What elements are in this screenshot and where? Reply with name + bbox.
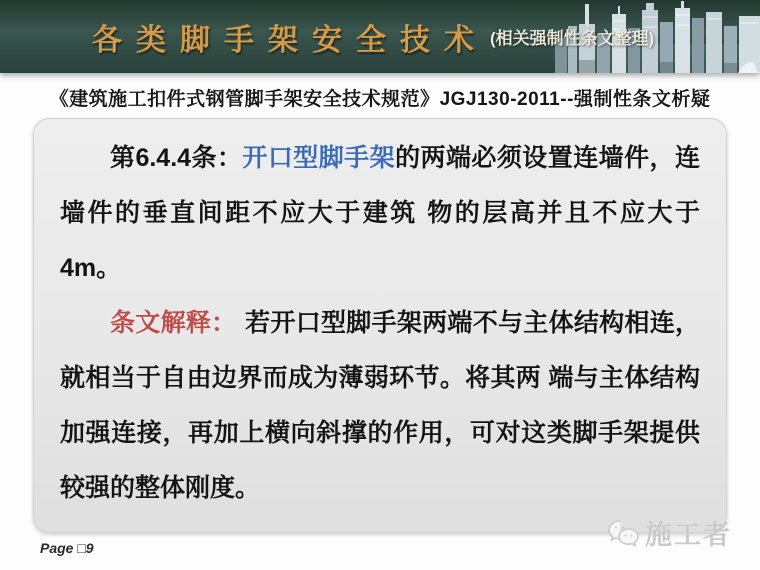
- clause-number: 第6.4.4条：: [110, 144, 243, 172]
- document-subtitle: 《建筑施工扣件式钢管脚手架安全技术规范》JGJ130-2011--强制性条文析疑: [49, 89, 711, 110]
- page-number: Page □9: [40, 540, 94, 556]
- interpretation-text: 若开口型脚手架两端不与主体结构相连，就相当于自由边界而成为薄弱环节。将其两 端与主体结构加强连接，再加上横向斜撑的作用，可对这类脚手架提供较强的整体刚度。: [60, 309, 700, 502]
- interpretation-paragraph: [60, 296, 700, 516]
- clause-paragraph: [60, 131, 700, 296]
- slide-header: [0, 0, 760, 73]
- clause-text: 的两端必须设置连墙件，连墙件的垂直间距不应大于建筑 物的层高并且不应大于4m。: [60, 144, 700, 282]
- watermark-text: 施工者: [645, 520, 732, 550]
- content-box: [33, 118, 727, 533]
- clause-highlight: 开口型脚手架: [242, 144, 396, 172]
- wechat-bubbles-icon: [606, 518, 640, 548]
- watermark: [606, 513, 732, 552]
- slide-title: 各类脚手架安全技术: [92, 23, 488, 57]
- interpretation-label: 条文解释：: [110, 309, 237, 337]
- header-title-line: [0, 15, 654, 59]
- slide-title-note: (相关强制性条文整理): [490, 29, 655, 48]
